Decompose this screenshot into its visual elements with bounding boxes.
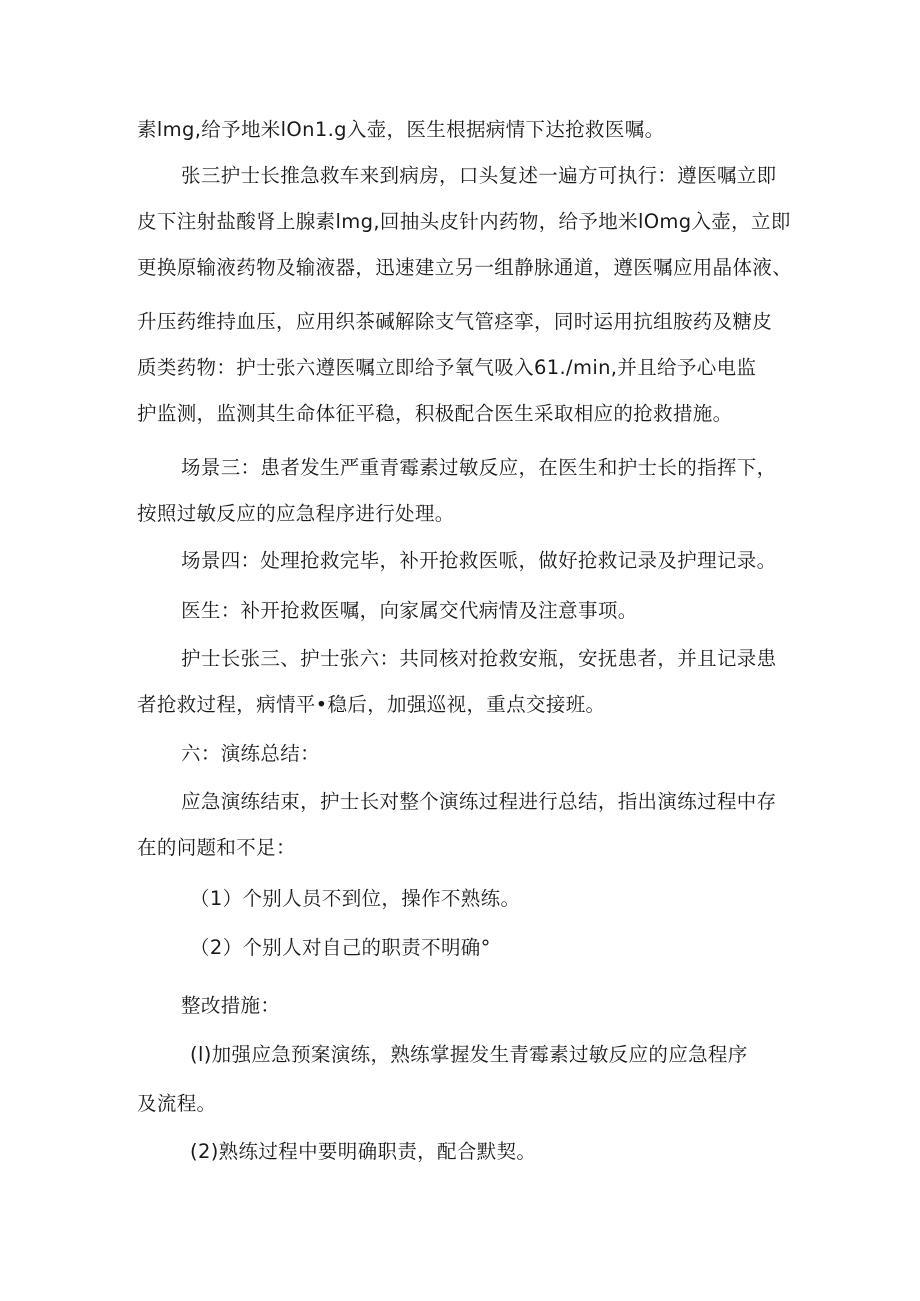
- text-line: 应急演练结束，护士长对整个演练过程进行总结，指出演练过程中存: [181, 790, 777, 813]
- text-line: 护士长张三、护士张六：共同核对抢救安瓶，安抚患者，并且记录患: [181, 647, 777, 670]
- text-line: 场景四：处理抢救完毕，补开抢救医哌，做好抢救记录及护理记录。: [181, 549, 777, 572]
- text-line: 皮下注射盐酸肾上腺素lmg,回抽头皮针内药物，给予地米lOmg入壶，立即: [137, 210, 791, 233]
- text-line: 者抢救过程，病情平•稳后，加强巡视，重点交接班。: [137, 693, 606, 716]
- section-heading: 整改措施：: [181, 994, 281, 1017]
- text-line: 张三护士长推急救车来到病房，口头复述一遍方可执行：遵医嘱立即: [181, 164, 777, 187]
- section-heading: 六：演练总结：: [181, 742, 320, 765]
- text-line: 更换原输液药物及输液器，迅速建立另一组静脉通道，遵医嘱应用晶体液、: [137, 256, 793, 279]
- list-item: （1）个别人员不到位，操作不熟练。: [190, 887, 521, 910]
- list-item-continuation: 及流程。: [137, 1092, 217, 1115]
- list-item: (l)加强应急预案演练，熟练掌握发生青霉素过敏反应的应急程序: [190, 1043, 748, 1066]
- text-line: 质类药物：护士张六遵医嘱立即给予氧气吸入61./min,并且给予心电监: [137, 356, 757, 379]
- list-item: (2)熟练过程中要明确职责，配合默契。: [190, 1140, 537, 1163]
- text-line: 升压药维持血压，应用织茶碱解除支气管痉挛，同时运用抗组胺药及糖皮: [137, 310, 773, 333]
- list-item: （2）个别人对自己的职责不明确°: [190, 936, 491, 959]
- text-line: 场景三：患者发生严重青霉素过敏反应，在医生和护士长的指挥下，: [181, 456, 777, 479]
- text-line: 护监测，监测其生命体征平稳，积极配合医生采取相应的抢救措施。: [137, 402, 733, 425]
- text-line: 按照过敏反应的应急程序进行处理。: [137, 502, 455, 525]
- text-line: 医生：补开抢救医嘱，向家属交代病情及注意事项。: [181, 599, 638, 622]
- text-line: 素lmg,给予地米lOn1.g入壶，医生根据病情下达抢救医嘱。: [137, 118, 665, 141]
- text-line: 在的问题和不足：: [137, 836, 296, 859]
